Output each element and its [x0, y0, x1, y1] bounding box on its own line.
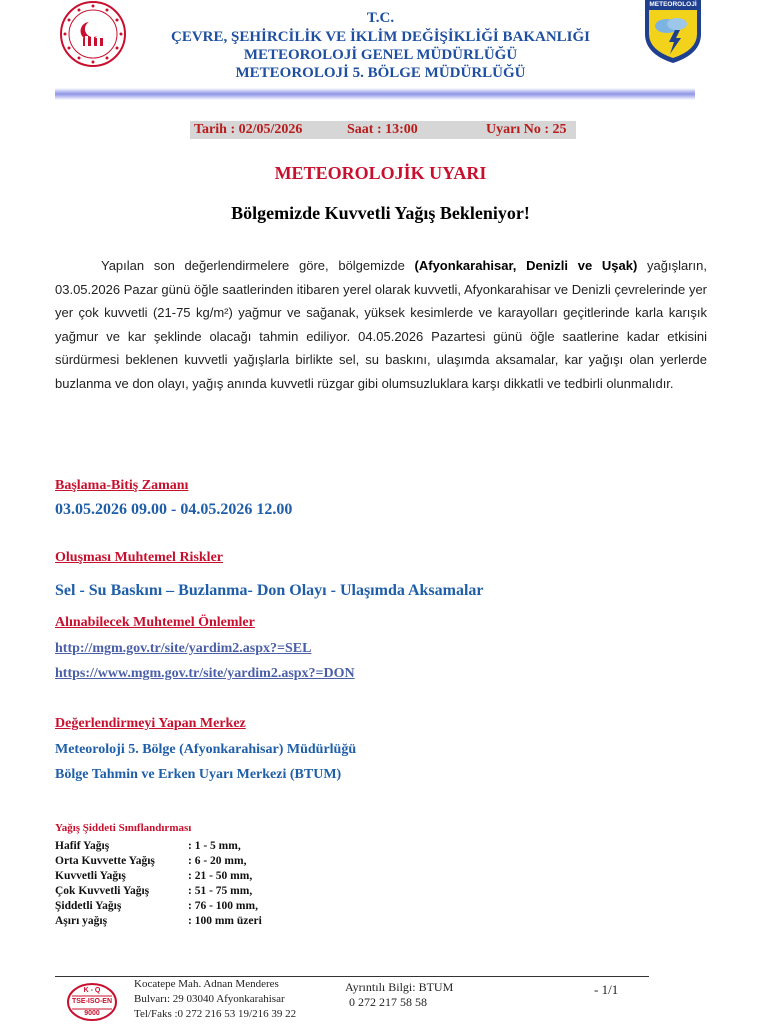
- classification-label: Orta Kuvvette Yağış: [55, 855, 155, 867]
- warning-subtitle: Bölgemizde Kuvvetli Yağış Bekleniyor!: [231, 203, 530, 223]
- classification-value: : 21 - 50 mm,: [188, 870, 253, 882]
- classification-row: [55, 855, 355, 870]
- classification-value: : 76 - 100 mm,: [188, 900, 258, 912]
- classification-row: [55, 870, 355, 885]
- tse-logo-line1: K - Q: [83, 987, 101, 994]
- classification-label: Çok Kuvvetli Yağış: [55, 885, 150, 897]
- warning-title: METEOROLOJİK UYARI: [274, 163, 487, 183]
- classification-row: [55, 915, 355, 930]
- timing-value: 03.05.2026 09.00 - 04.05.2026 12.00: [55, 501, 293, 518]
- classification-row: [55, 840, 355, 855]
- timing-heading: Başlama-Bitiş Zamanı: [55, 478, 189, 493]
- footer-address-2: Bulvarı: 29 03040 Afyonkarahisar: [134, 993, 285, 1005]
- classification-row: [55, 900, 355, 915]
- warning-body: [55, 254, 707, 396]
- measures-heading: Alınabilecek Muhtemel Önlemler: [55, 615, 255, 630]
- right-logo-text: METEOROLOJİ: [649, 1, 697, 8]
- classification-label: Şiddetli Yağış: [55, 900, 122, 912]
- measure-link-sel[interactable]: http://mgm.gov.tr/site/yardim2.aspx?=SEL: [55, 641, 312, 656]
- tse-logo-line3: 9000: [84, 1010, 100, 1017]
- body-text-post: yağışların, 03.05.2026 Pazar günü öğle saatlerinden itibaren yerel olarak kuvvetli, Afyonkarahisar ve Denizli çevrelerinde yer yer çok kuvvetli (21-75 kg/m²) yağmur ve sağanak, yüksek kesimlerde ve karayolları geçitlerinde karla karışık yağmur ve kar şeklinde olacağı tahmin ediliyor. 04.05.2026 Pazartesi günü öğle saatlerine kadar etkisini sürdürmesi beklenen kuvvetli yağışlarla birlikte sel, su baskını, ulaşımda aksamalar, kar yağışı olan yerlerde buzlanma ve don olayı, yağış anında kuvvetli rüzgar gibi olumsuzluklara karşı dikkatli ve tedbirli olunmalıdır.: [55, 258, 707, 391]
- footer-address-3: Tel/Faks :0 272 216 53 19/216 39 22: [134, 1008, 297, 1020]
- header-regional-directorate: METEOROLOJİ 5. BÖLGE MÜDÜRLÜĞÜ: [235, 65, 526, 81]
- warning-number: Uyarı No : 25: [486, 122, 567, 137]
- classification-label: Aşırı yağış: [55, 915, 108, 927]
- tse-logo-line2: TSE-ISO-EN: [71, 998, 113, 1005]
- center-line1: Meteoroloji 5. Bölge (Afyonkarahisar) Müdürlüğü: [55, 742, 357, 757]
- classification-row: [55, 885, 355, 900]
- classification-value: : 1 - 5 mm,: [188, 840, 241, 852]
- footer-info-1: Ayrıntılı Bilgi: BTUM: [345, 980, 454, 994]
- header-ministry: ÇEVRE, ŞEHİRCİLİK VE İKLİM DEĞİŞİKLİĞİ BAKANLIĞI: [171, 29, 590, 45]
- header-general-directorate: METEOROLOJİ GENEL MÜDÜRLÜĞÜ: [243, 47, 518, 63]
- body-text-pre: Yapılan son değerlendirmelere göre, bölgemizde: [101, 258, 415, 273]
- classification-value: : 100 mm üzeri: [188, 915, 262, 927]
- warning-info-bar: [190, 121, 576, 139]
- footer-page-number: - 1/1: [594, 982, 619, 997]
- footer-divider: [55, 976, 649, 977]
- header-divider: [55, 88, 695, 100]
- classification-value: : 51 - 75 mm,: [188, 885, 253, 897]
- body-regions: (Afyonkarahisar, Denizli ve Uşak): [414, 258, 638, 273]
- center-line2: Bölge Tahmin ve Erken Uyarı Merkezi (BTUM): [55, 767, 342, 782]
- header-tc: T.C.: [366, 10, 395, 26]
- classification-label: Hafif Yağış: [55, 840, 110, 852]
- footer-address-1: Kocatepe Mah. Adnan Menderes: [134, 978, 279, 990]
- risks-heading: Oluşması Muhtemel Riskler: [55, 550, 223, 565]
- risks-value: Sel - Su Baskını – Buzlanma- Don Olayı - Ulaşımda Aksamalar: [55, 582, 484, 599]
- tse-iso-logo: [66, 982, 118, 1022]
- center-heading: Değerlendirmeyi Yapan Merkez: [55, 716, 246, 731]
- warning-time: Saat : 13:00: [347, 122, 418, 137]
- measure-link-don[interactable]: https://www.mgm.gov.tr/site/yardim2.aspx?=DON: [55, 666, 355, 681]
- classification-label: Kuvvetli Yağış: [55, 870, 126, 882]
- footer-info-2: 0 272 217 58 58: [349, 995, 427, 1009]
- classification-value: : 6 - 20 mm,: [188, 855, 247, 867]
- warning-date: Tarih : 02/05/2026: [194, 122, 303, 137]
- classification-title: Yağış Şiddeti Sınıflandırması: [55, 822, 192, 834]
